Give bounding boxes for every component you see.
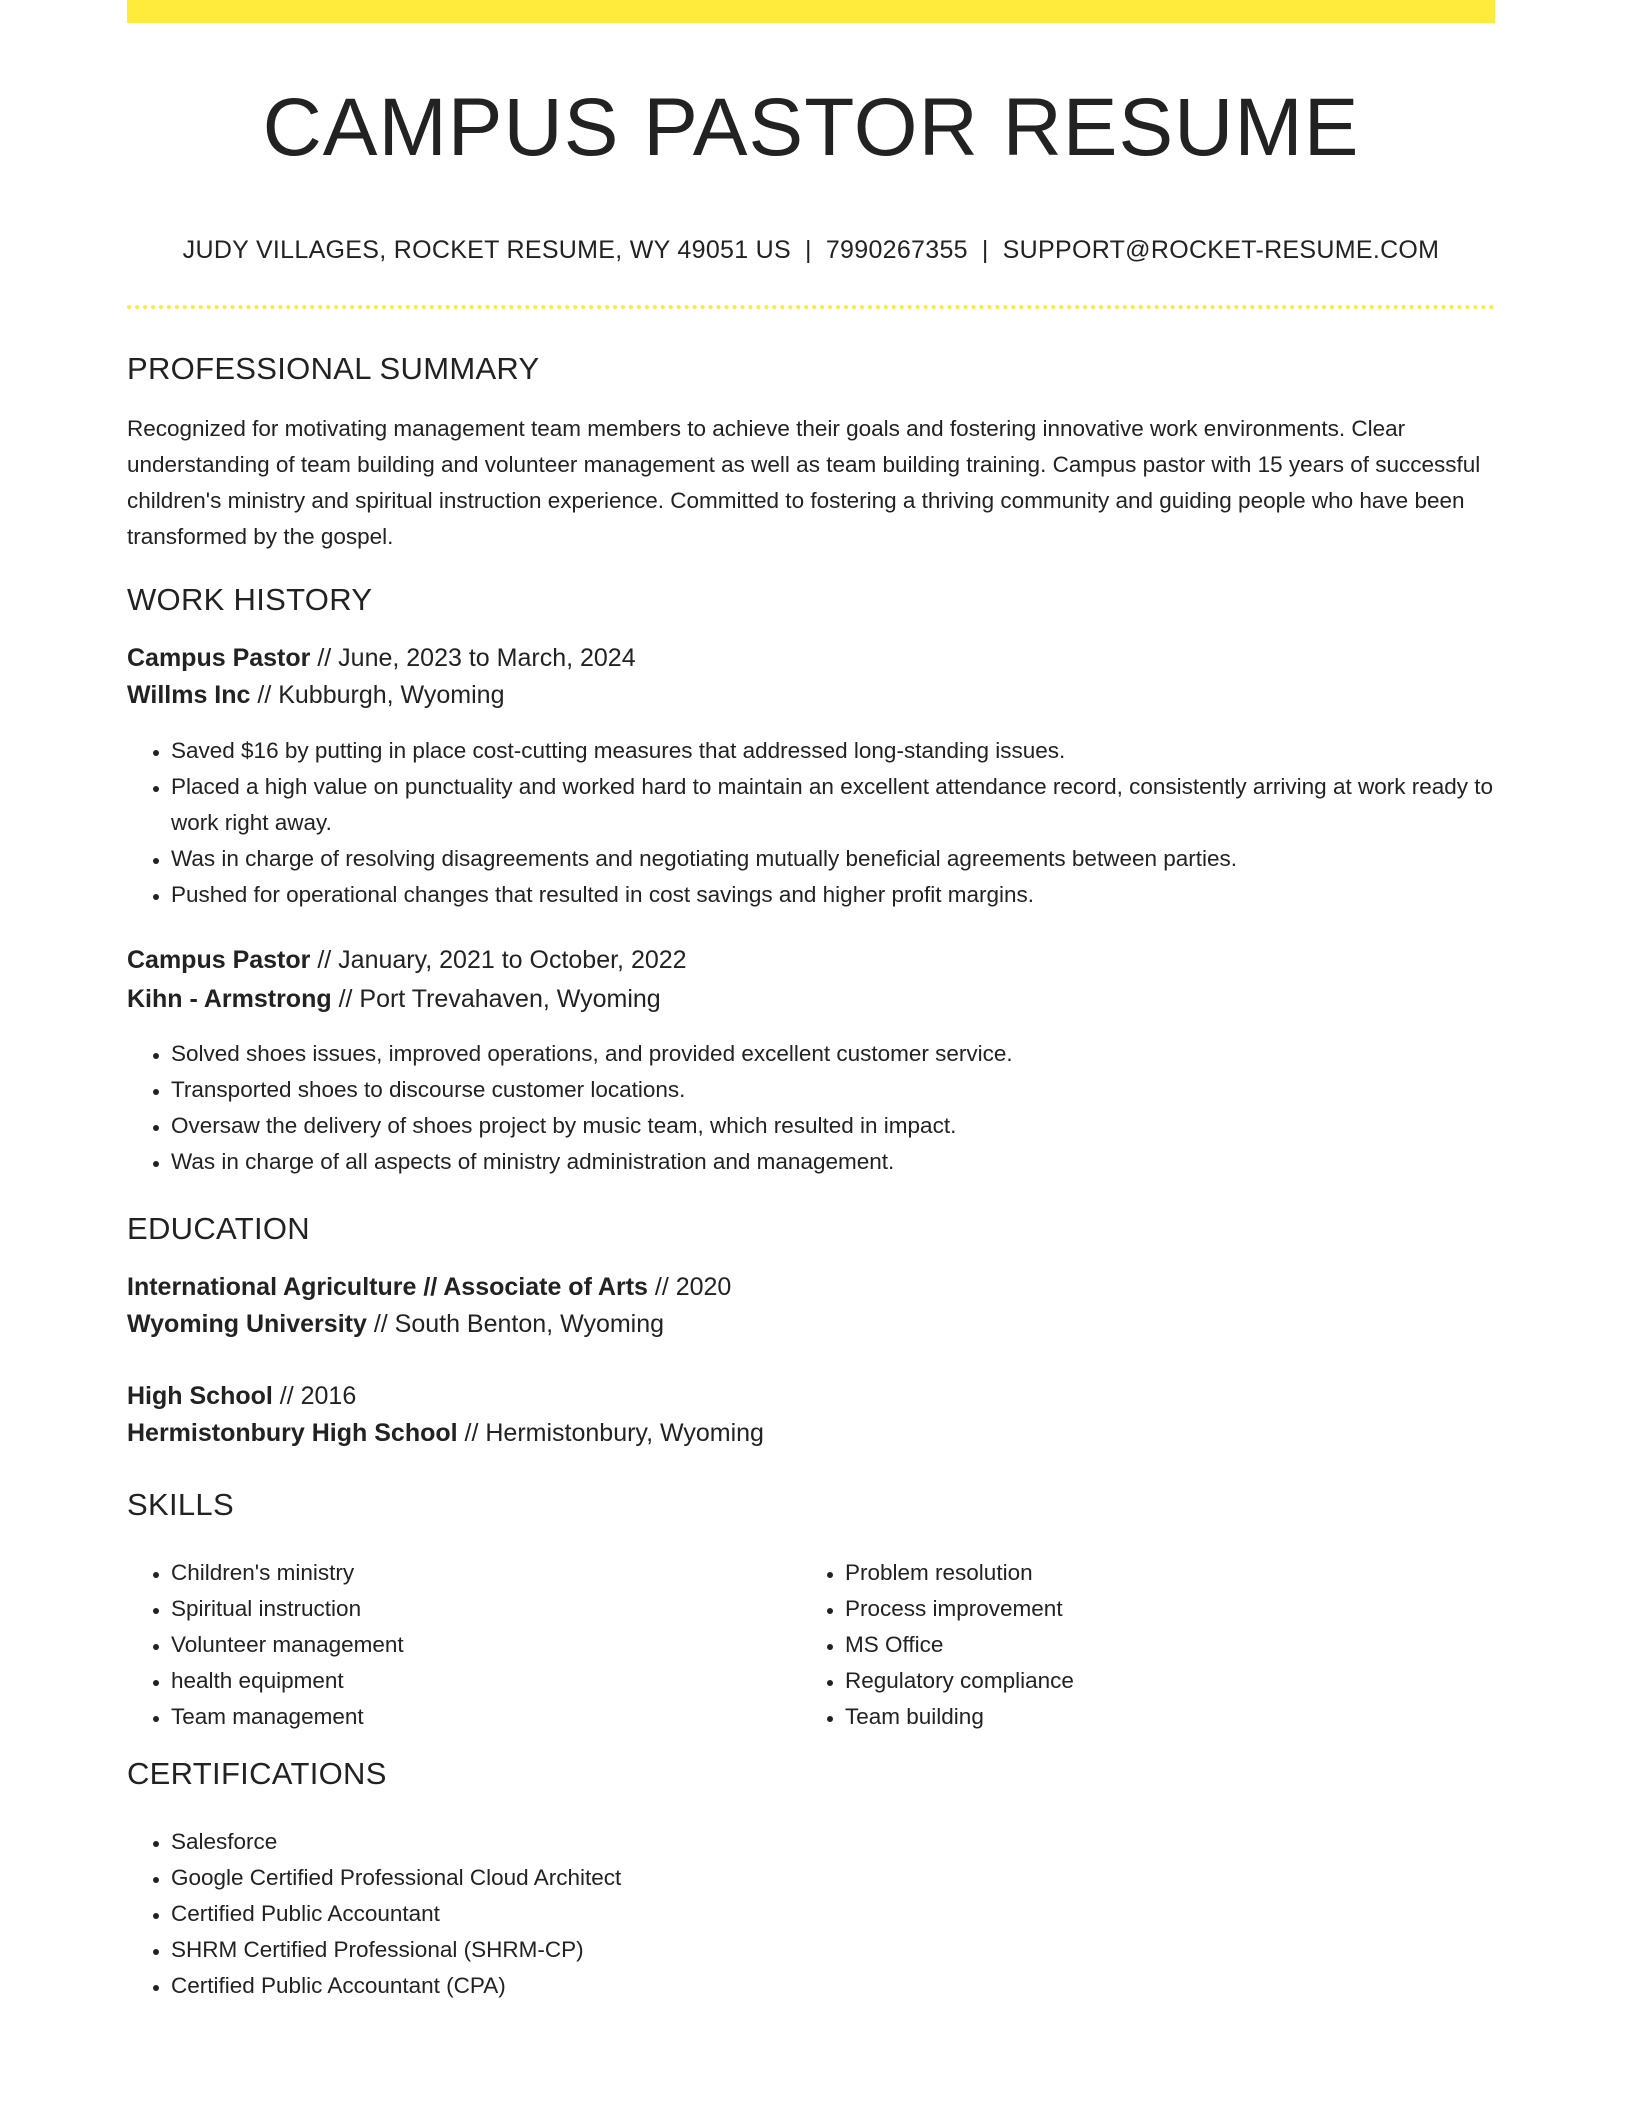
job-dates: // January, 2021 to October, 2022: [310, 946, 687, 974]
contact-address: JUDY VILLAGES, ROCKET RESUME, WY 49051 US: [182, 236, 792, 264]
job-bullets: [127, 733, 1495, 913]
list-item: • Certified Public Accountant (CPA): [171, 1968, 1495, 2004]
list-item: • Volunteer management: [171, 1627, 751, 1663]
list-item: • Transported shoes to discourse customer locations.: [171, 1072, 1495, 1108]
list-item: • Was in charge of all aspects of ministry administration and management.: [171, 1144, 1495, 1180]
list-item: • Salesforce: [171, 1824, 1495, 1860]
job-company-line: [127, 681, 505, 710]
job-company: Kihn - Armstrong: [127, 985, 332, 1013]
list-item: • Placed a high value on punctuality and worked hard to maintain an excellent attendance record, consistently arriving at work ready to work right away.: [171, 769, 1495, 841]
list-item: • Google Certified Professional Cloud Architect: [171, 1860, 1495, 1896]
education-location: // South Benton, Wyoming: [366, 1310, 665, 1338]
education-school: Wyoming University: [127, 1310, 367, 1338]
skills-list-left: [127, 1555, 751, 1735]
list-item: • Certified Public Accountant: [171, 1896, 1495, 1932]
summary-heading: PROFESSIONAL SUMMARY: [127, 351, 540, 386]
list-item: • Was in charge of resolving disagreements and negotiating mutually beneficial agreements between parties.: [171, 841, 1495, 877]
job-title-line: [127, 946, 687, 975]
contact-separator: |: [805, 236, 812, 264]
job-company-line: [127, 985, 661, 1014]
list-item: • Regulatory compliance: [845, 1663, 1445, 1699]
job-location: // Kubburgh, Wyoming: [250, 681, 505, 709]
job-title-line: [127, 644, 636, 673]
list-item: • Saved $16 by putting in place cost-cutting measures that addressed long-standing issues.: [171, 733, 1495, 769]
education-heading: EDUCATION: [127, 1211, 310, 1246]
education-school: Hermistonbury High School: [127, 1419, 458, 1447]
page-title: CAMPUS PASTOR RESUME: [262, 82, 1360, 173]
education-degree: High School: [127, 1382, 273, 1410]
contact-separator: |: [981, 236, 989, 264]
skills-list-right: [801, 1555, 1445, 1735]
job-company: Willms Inc: [127, 681, 251, 709]
education-school-line: [127, 1419, 764, 1448]
skills-heading: SKILLS: [127, 1487, 234, 1522]
list-item: • Problem resolution: [845, 1555, 1445, 1591]
list-item: • Process improvement: [845, 1591, 1445, 1627]
list-item: • Team building: [845, 1699, 1445, 1735]
job-role: Campus Pastor: [127, 946, 311, 974]
education-school-line: [127, 1310, 664, 1339]
education-location: // Hermistonbury, Wyoming: [457, 1419, 764, 1447]
job-location: // Port Trevahaven, Wyoming: [331, 985, 661, 1013]
dotted-divider: [127, 305, 1495, 309]
education-degree-line: [127, 1273, 731, 1302]
list-item: • Solved shoes issues, improved operations, and provided excellent customer service.: [171, 1036, 1495, 1072]
contact-phone: 7990267355: [825, 236, 968, 264]
job-role: Campus Pastor: [127, 644, 311, 672]
education-degree: International Agriculture // Associate of Arts: [127, 1273, 648, 1301]
education-year: // 2016: [272, 1382, 357, 1410]
list-item: • Pushed for operational changes that resulted in cost savings and higher profit margins.: [171, 877, 1495, 913]
work-history-heading: WORK HISTORY: [127, 582, 373, 617]
list-item: • Oversaw the delivery of shoes project by music team, which resulted in impact.: [171, 1108, 1495, 1144]
contact-line: [127, 236, 1495, 265]
list-item: • Children's ministry: [171, 1555, 751, 1591]
list-item: • MS Office: [845, 1627, 1445, 1663]
list-item: • health equipment: [171, 1663, 751, 1699]
education-year: // 2020: [647, 1273, 732, 1301]
certifications-list: [127, 1824, 1495, 2004]
summary-text: Recognized for motivating management team members to achieve their goals and fostering innovative work environments. Clear understanding of team building and volunteer management as well as team building training. Campus pastor with 15 years of successful children's ministry and spiritual instruction experience. Committed to fostering a thriving community and guiding people who have been transformed by the gospel.: [127, 416, 1481, 549]
job-bullets: [127, 1036, 1495, 1180]
list-item: • Team management: [171, 1699, 751, 1735]
education-degree-line: [127, 1382, 356, 1411]
job-dates: // June, 2023 to March, 2024: [310, 644, 636, 672]
list-item: • SHRM Certified Professional (SHRM-CP): [171, 1932, 1495, 1968]
contact-email[interactable]: SUPPORT@ROCKET-RESUME.COM: [1002, 236, 1440, 264]
certifications-heading: CERTIFICATIONS: [127, 1756, 387, 1791]
resume-content: [127, 0, 1495, 1998]
list-item: • Spiritual instruction: [171, 1591, 751, 1627]
